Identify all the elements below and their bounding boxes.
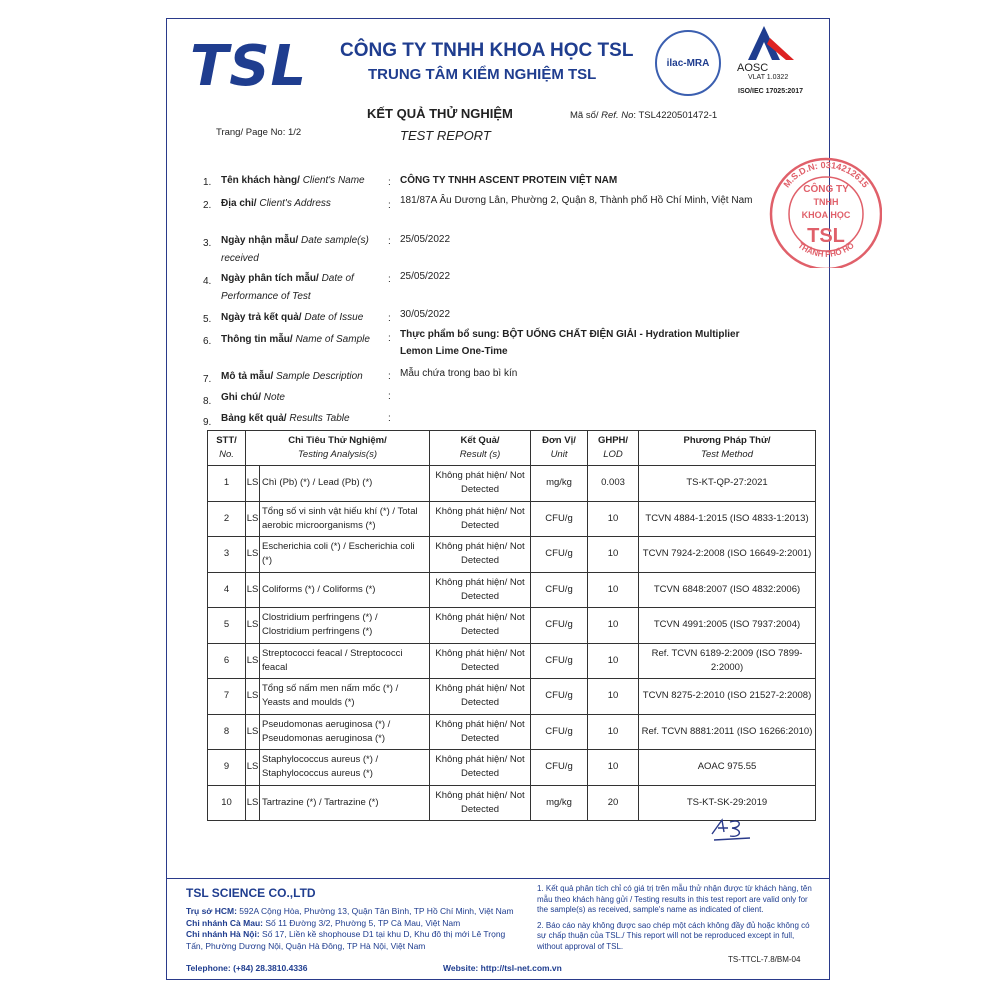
info-label: Ngày trả kết quả/ Date of Issue [221, 312, 364, 323]
row-ls: LS [246, 608, 260, 644]
row-analysis: Tổng số vi sinh vật hiếu khí (*) / Total aerobic microorganisms (*) [260, 501, 430, 537]
sample-name-value: Thực phẩm bổ sung: BỘT UỐNG CHẤT ĐIỆN GIẢI - Hydration Multiplier Lemon Lime One-Time [400, 329, 740, 357]
row-analysis: Streptococci feacal / Streptococci feacal [260, 643, 430, 679]
info-colon: : [388, 413, 391, 424]
row-lod: 10 [588, 679, 639, 715]
info-number: 7. [203, 374, 212, 385]
info-number: 3. [203, 238, 212, 249]
footer-addresses [186, 906, 521, 952]
stamp-bottom-text: THÀNH PHỐ HỒ [796, 240, 856, 259]
info-number: 9. [203, 417, 212, 428]
row-result: Không phát hiện/ Not Detected [430, 679, 531, 715]
info-label: Thông tin mẫu/ Name of Sample [221, 334, 370, 345]
row-unit: CFU/g [531, 501, 588, 537]
info-label: Ngày nhận mẫu/ Date sample(s) received [221, 235, 369, 264]
row-unit: CFU/g [531, 714, 588, 750]
info-label: Mô tả mẫu/ Sample Description [221, 371, 363, 382]
row-lod: 10 [588, 750, 639, 786]
row-analysis: Chì (Pb) (*) / Lead (Pb) (*) [260, 466, 430, 502]
row-unit: CFU/g [531, 679, 588, 715]
row-method: TS-KT-QP-27:2021 [639, 466, 816, 502]
row-unit: mg/kg [531, 785, 588, 821]
tsl-logo: TSL [190, 34, 308, 99]
hanoi-address: Chi nhánh Hà Nội: Số 17, Liền kề shophouse D1 tại khu D, Khu đô thị mới Lê Trọng Tấn, Phường Dương Nội, Quận Hà Đông, TP Hà Nội, Việt Nam [186, 929, 506, 951]
stamp-line2: TNHH [813, 197, 839, 207]
row-unit: CFU/g [531, 537, 588, 573]
row-method: Ref. TCVN 6189-2:2009 (ISO 7899-2:2000) [639, 643, 816, 679]
row-result: Không phát hiện/ Not Detected [430, 501, 531, 537]
row-method: TCVN 8275-2:2010 (ISO 21527-2:2008) [639, 679, 816, 715]
ilac-label: ilac-MRA [666, 58, 710, 69]
row-lod: 10 [588, 714, 639, 750]
info-number: 2. [203, 200, 212, 211]
row-unit: CFU/g [531, 643, 588, 679]
header-lod: GHPH/ LOD [588, 431, 639, 466]
row-no: 1 [208, 466, 246, 502]
signature-icon [708, 814, 754, 844]
row-no: 6 [208, 643, 246, 679]
info-number: 8. [203, 396, 212, 407]
row-ls: LS [246, 501, 260, 537]
table-header-row [208, 431, 816, 466]
row-ls: LS [246, 679, 260, 715]
row-ls: LS [246, 572, 260, 608]
row-ls: LS [246, 537, 260, 573]
center-name: TRUNG TÂM KIỂM NGHIỆM TSL [368, 66, 597, 83]
footer-notes [537, 884, 817, 952]
info-colon: : [388, 333, 391, 344]
row-no: 3 [208, 537, 246, 573]
footer-website: Website: http://tsl-net.com.vn [443, 963, 562, 973]
row-unit: CFU/g [531, 750, 588, 786]
reference-number: Mã số/ Ref. No: TSL4220501472-1 [570, 110, 718, 121]
info-label: Ngày phân tích mẫu/ Date of Performance of Test [221, 273, 354, 302]
report-title: KẾT QUẢ THỬ NGHIỆM [367, 106, 513, 121]
footer-note-1: 1. Kết quả phân tích chỉ có giá trị trên mẫu thử nhận được từ khách hàng, tên mẫu theo khách hàng gửi / Testing results in this test report are valid only for the sample(s) as received, sample's name as indicated of client. [537, 884, 812, 914]
date-issue-value: 30/05/2022 [400, 309, 451, 320]
row-method: TCVN 7924-2:2008 (ISO 16649-2:2001) [639, 537, 816, 573]
row-result: Không phát hiện/ Not Detected [430, 537, 531, 573]
table-row [208, 466, 816, 502]
info-colon: : [388, 391, 391, 402]
table-row [208, 537, 816, 573]
results-table [207, 430, 816, 821]
table-row [208, 750, 816, 786]
page-number: Trang/ Page No: 1/2 [216, 127, 302, 138]
row-lod: 0.003 [588, 466, 639, 502]
row-lod: 10 [588, 572, 639, 608]
table-row [208, 608, 816, 644]
row-analysis: Staphylococcus aureus (*) / Staphylococcus aureus (*) [260, 750, 430, 786]
row-no: 2 [208, 501, 246, 537]
row-analysis: Pseudomonas aeruginosa (*) / Pseudomonas aeruginosa (*) [260, 714, 430, 750]
info-label: Tên khách hàng/ Client's Name [221, 175, 365, 186]
stamp-line4: TSL [807, 225, 845, 247]
row-method: TCVN 6848:2007 (ISO 4832:2006) [639, 572, 816, 608]
info-number: 6. [203, 336, 212, 347]
stamp-line3: KHOA HỌC [801, 210, 851, 220]
row-result: Không phát hiện/ Not Detected [430, 466, 531, 502]
info-label: Địa chỉ/ Client's Address [221, 198, 331, 209]
stamp-top-text: M.S.D.N: 0314212615 [781, 159, 871, 190]
row-no: 7 [208, 679, 246, 715]
row-unit: CFU/g [531, 572, 588, 608]
info-label: Ghi chú/ Note [221, 392, 285, 403]
ilac-mra-badge-icon [655, 30, 721, 96]
company-name: CÔNG TY TNHH KHOA HỌC TSL [340, 40, 634, 61]
client-name-value: CÔNG TY TNHH ASCENT PROTEIN VIỆT NAM [400, 175, 618, 186]
row-ls: LS [246, 643, 260, 679]
info-label: Bảng kết quả/ Results Table [221, 413, 350, 424]
table-row [208, 714, 816, 750]
row-lod: 20 [588, 785, 639, 821]
row-ls: LS [246, 466, 260, 502]
date-analysis-value: 25/05/2022 [400, 271, 451, 282]
row-method: Ref. TCVN 8881:2011 (ISO 16266:2010) [639, 714, 816, 750]
form-code: TS-TTCL-7.8/BM-04 [728, 955, 801, 964]
vlat-label: VLAT 1.0322 [748, 74, 789, 81]
hq-address: Trụ sở HCM: 592A Cộng Hòa, Phường 13, Quận Tân Bình, TP Hồ Chí Minh, Việt Nam [186, 906, 514, 916]
info-colon: : [388, 236, 391, 247]
table-row [208, 679, 816, 715]
info-number: 4. [203, 276, 212, 287]
iso-label: ISO/IEC 17025:2017 [738, 88, 803, 95]
row-method: TS-KT-SK-29:2019 [639, 785, 816, 821]
info-colon: : [388, 274, 391, 285]
camau-address: Chi nhánh Cà Mau: Số 11 Đường 3/2, Phường 5, TP Cà Mau, Việt Nam [186, 917, 461, 928]
info-number: 5. [203, 314, 212, 325]
row-ls: LS [246, 714, 260, 750]
row-unit: CFU/g [531, 608, 588, 644]
row-analysis: Coliforms (*) / Coliforms (*) [260, 572, 430, 608]
date-received-value: 25/05/2022 [400, 234, 451, 245]
row-ls: LS [246, 785, 260, 821]
row-ls: LS [246, 750, 260, 786]
row-result: Không phát hiện/ Not Detected [430, 608, 531, 644]
info-colon: : [388, 177, 391, 188]
row-unit: mg/kg [531, 466, 588, 502]
row-lod: 10 [588, 537, 639, 573]
row-result: Không phát hiện/ Not Detected [430, 750, 531, 786]
footer-divider [166, 878, 830, 879]
aosc-label: AOSC [737, 62, 769, 74]
row-result: Không phát hiện/ Not Detected [430, 785, 531, 821]
footer-company-name: TSL SCIENCE CO.,LTD [186, 886, 316, 900]
row-no: 8 [208, 714, 246, 750]
row-lod: 10 [588, 501, 639, 537]
row-method: AOAC 975.55 [639, 750, 816, 786]
header-result: Kết Quả/ Result (s) [430, 431, 531, 466]
info-colon: : [388, 371, 391, 382]
row-result: Không phát hiện/ Not Detected [430, 572, 531, 608]
row-no: 5 [208, 608, 246, 644]
row-analysis: Tổng số nấm men nấm mốc (*) / Yeasts and moulds (*) [260, 679, 430, 715]
report-subtitle: TEST REPORT [400, 128, 491, 143]
company-stamp-icon [766, 150, 882, 268]
footer-note-2: 2. Báo cáo này không được sao chép một cách không đầy đủ hoặc không có sự chấp thuận của TSL./ This report will not be reproduced except in full, without approval of TSL. [537, 920, 810, 951]
stamp-line1: CÔNG TY [803, 184, 849, 195]
info-colon: : [388, 200, 391, 211]
table-row [208, 501, 816, 537]
row-no: 4 [208, 572, 246, 608]
info-number: 1. [203, 177, 212, 188]
client-address-value: 181/87A Âu Dương Lân, Phường 2, Quận 8, Thành phố Hồ Chí Minh, Việt Nam [400, 195, 753, 206]
row-no: 10 [208, 785, 246, 821]
table-row [208, 572, 816, 608]
row-lod: 10 [588, 643, 639, 679]
header-unit: Đơn Vị/ Unit [531, 431, 588, 466]
row-lod: 10 [588, 608, 639, 644]
row-analysis: Escherichia coli (*) / Escherichia coli (*) [260, 537, 430, 573]
row-no: 9 [208, 750, 246, 786]
footer-phone: Telephone: (+84) 28.3810.4336 [186, 963, 308, 973]
table-row [208, 643, 816, 679]
row-method: TCVN 4884-1:2015 (ISO 4833-1:2013) [639, 501, 816, 537]
row-analysis: Tartrazine (*) / Tartrazine (*) [260, 785, 430, 821]
row-method: TCVN 4991:2005 (ISO 7937:2004) [639, 608, 816, 644]
row-result: Không phát hiện/ Not Detected [430, 714, 531, 750]
info-colon: : [388, 313, 391, 324]
sample-description-value: Mẫu chứa trong bao bì kín [400, 368, 518, 379]
row-result: Không phát hiện/ Not Detected [430, 643, 531, 679]
row-analysis: Clostridium perfringens (*) / Clostridium perfringens (*) [260, 608, 430, 644]
header-stt: STT/ No. [208, 431, 246, 466]
header-analysis: Chỉ Tiêu Thử Nghiệm/ Testing Analysis(s) [246, 431, 430, 466]
header-method: Phương Pháp Thử/ Test Method [639, 431, 816, 466]
